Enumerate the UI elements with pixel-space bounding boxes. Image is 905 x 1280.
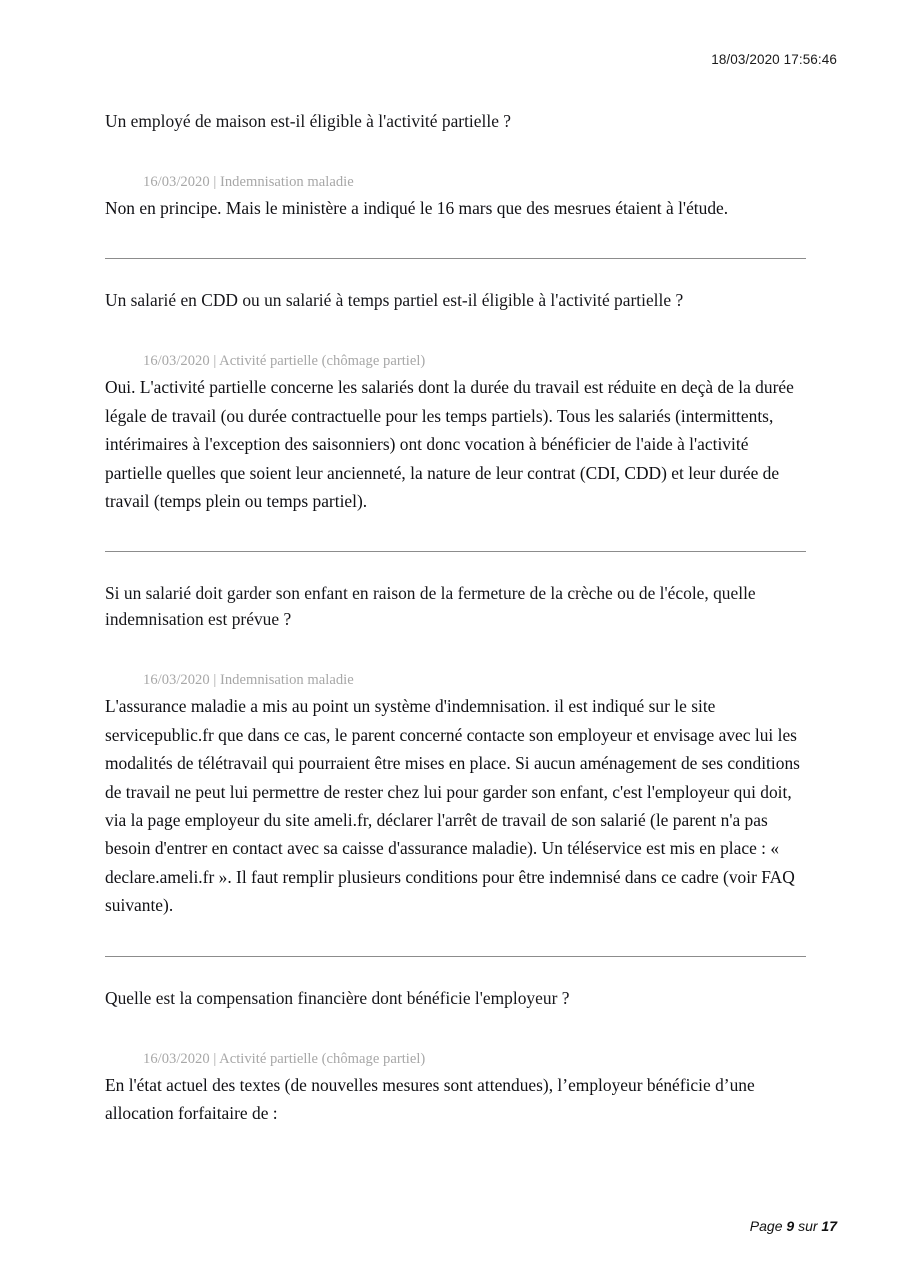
faq-answer-group (105, 172, 807, 222)
faq-answer: En l'état actuel des textes (de nouvelles mesures sont attendues), l’employeur bénéficie d’une allocation forfaitaire de : (105, 1074, 755, 1124)
document-header-timestamp: 18/03/2020 17:56:46 (711, 52, 837, 67)
faq-meta: 16/03/2020 | Activité partielle (chômage partiel) (143, 1050, 426, 1067)
faq-answer: L'assurance maladie a mis au point un système d'indemnisation. il est indiqué sur le site servicepublic.fr que dans ce cas, le parent concerné contacte son employeur et envisage avec lui les modalités de télétravail qui pourraient être mises en place. Si aucun aménagement de ses conditions de travail ne peut lui permettre de rester chez lui pour garder son enfant, c'est l'employeur qui doit, via la page employeur du site ameli.fr, déclarer l'arrêt de travail de son salarié (le parent n'a pas besoin d'entrer en contact avec sa caisse d'assurance maladie). Un téléservice est mis en place : « declare.ameli.fr ». Il faut remplir plusieurs conditions pour être indemnisé dans ce cadre (voir FAQ suivante). (105, 696, 800, 916)
faq-entry (105, 287, 807, 515)
spacer (105, 222, 807, 258)
faq-answer: Non en principe. Mais le ministère a indiqué le 16 mars que des mesrues étaient à l'étude. (105, 198, 729, 218)
faq-entry (105, 580, 807, 919)
faq-question: Un salarié en CDD ou un salarié à temps partiel est-il éligible à l'activité partielle ? (105, 290, 684, 311)
faq-question: Un employé de maison est-il éligible à l'activité partielle ? (105, 111, 512, 131)
faq-question: Quelle est la compensation financière dont bénéficie l'employeur ? (105, 987, 570, 1008)
faq-meta: 16/03/2020 | Activité partielle (chômage partiel) (143, 353, 426, 370)
faq-answer-group (105, 1049, 807, 1128)
faq-meta: 16/03/2020 | Indemnisation maladie (143, 672, 354, 689)
footer-page-label: Page (749, 1218, 783, 1234)
faq-answer-group (105, 670, 807, 919)
faq-answer: Oui. L'activité partielle concerne les salariés dont la durée du travail est réduite en deçà de la durée légale de travail (ou durée contractuelle pour les temps partiels). Tous les salariés (intermittents, intérimaires à l'exception des saisonniers) ont donc vocation à bénéficier de l'aide à l'activité partielle quelles que soient leur ancienneté, la nature de leur contrat (CDI, CDD) et leur durée de travail (temps plein ou temps partiel). (105, 377, 794, 512)
spacer (105, 957, 807, 985)
footer-page-separator: sur (798, 1218, 818, 1234)
spacer (105, 920, 807, 956)
faq-question: Si un salarié doit garder son enfant en raison de la fermeture de la crèche ou de l'école, quelle indemnisation est prévue ? (105, 583, 756, 630)
faq-meta: 16/03/2020 | Indemnisation maladie (143, 174, 354, 190)
footer-total-pages: 17 (821, 1218, 837, 1234)
faq-answer-group (105, 351, 807, 515)
faq-entry (105, 108, 807, 222)
faq-entry (105, 985, 807, 1128)
spacer (105, 552, 807, 580)
spacer (105, 259, 807, 287)
document-footer (750, 1218, 837, 1234)
footer-current-page: 9 (786, 1218, 795, 1234)
faq-content (105, 108, 807, 1128)
spacer (105, 515, 807, 551)
